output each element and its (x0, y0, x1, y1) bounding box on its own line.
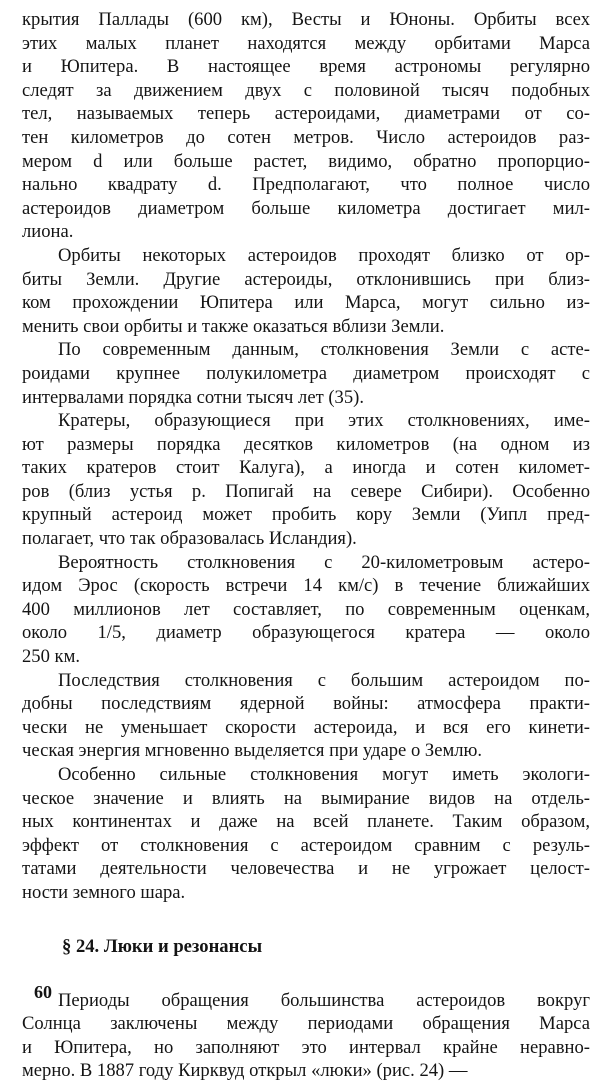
spacer (22, 959, 590, 989)
text-line: Орбиты некоторых астероидов проходят близко от ор- (58, 244, 590, 266)
paragraph-p7 (22, 763, 590, 905)
paragraph-p3 (22, 338, 590, 409)
text-line: около 1/5, диаметр образующегося кратера — около (22, 622, 590, 644)
section-text-block (22, 989, 590, 1083)
text-line: полагает, что так образовалась Исландия). (22, 528, 357, 550)
section-heading: § 24. Люки и резонансы (62, 935, 263, 957)
text-line: Кратеры, образующиеся при этих столкновениях, име- (58, 410, 590, 432)
paragraph-p1 (22, 8, 590, 244)
text-line: роидами крупнее полукилометра диаметром происходят с (22, 362, 590, 384)
text-line: ров (близ устья р. Попигай на севере Сибири). Особенно (22, 480, 590, 502)
text-line: По современным данным, столкновения Земли с асте- (58, 339, 590, 361)
text-line: 250 км. (22, 646, 80, 668)
text-line: следят за движением двух с половиной тысяч подобных (22, 79, 590, 101)
paragraph-p2 (22, 244, 590, 338)
text-line: астероидов диаметром больше километра достигает мил- (22, 197, 590, 219)
text-line: 400 миллионов лет составляет, по современным оценкам, (22, 598, 590, 620)
paragraph-p6 (22, 669, 590, 763)
text-line: идом Эрос (скорость встречи 14 км/с) в течение ближайших (22, 575, 590, 597)
text-line: мером d или больше растет, видимо, обратно пропорцио- (22, 150, 590, 172)
text-line: Солнца заключены между периодами обращения Марса (22, 1013, 590, 1035)
text-line: добны последствиям ядерной войны: атмосфера практи- (22, 693, 590, 715)
text-line: чески не уменьшает скорости астероида, и вся его кинети- (22, 716, 590, 738)
text-line: татами деятельности человечества и не угрожает целост- (22, 858, 590, 880)
text-line: крытия Паллады (600 км), Весты и Юноны. Орбиты всех (22, 9, 590, 30)
text-line: и Юпитера. В настоящее время астрономы регулярно (22, 56, 590, 78)
text-line: менить свои орбиты и также оказаться вблизи Земли. (22, 315, 445, 337)
paragraph-p4 (22, 409, 590, 551)
paragraph-p8 (22, 989, 590, 1083)
text-line: Особенно сильные столкновения могут иметь экологи- (58, 764, 590, 785)
text-line: Вероятность столкновения с 20-километровым астеро- (58, 551, 590, 573)
text-line: крупный астероид может пробить кору Земли (Уипл пред- (22, 504, 590, 526)
text-line: Периоды обращения большинства астероидов вокруг (58, 989, 590, 1011)
text-line: нально квадрату d. Предполагают, что полное число (22, 174, 590, 196)
text-line: тел, называемых теперь астероидами, диаметрами от со- (22, 103, 590, 125)
text-line: и Юпитера, но заполняют это интервал крайне неравно- (22, 1036, 590, 1058)
page-body (22, 8, 590, 1083)
text-line: ют размеры порядка десятков километров (на одном из (22, 433, 590, 455)
text-line: таких кратеров стоит Калуга), а иногда и сотен километ- (22, 457, 590, 479)
page-number: 60 (34, 982, 52, 1002)
text-line: эффект от столкновения с астероидом сравним с резуль- (22, 834, 590, 856)
text-line: этих малых планет находятся между орбитами Марса (22, 32, 590, 54)
text-line: тен километров до сотен метров. Число астероидов раз- (22, 126, 590, 148)
text-line: лиона. (22, 221, 74, 243)
text-line: Последствия столкновения с большим астероидом по- (58, 669, 590, 691)
text-line: ческое значение и влиять на вымирание видов на отдель- (22, 787, 590, 809)
text-line: ческая энергия мгновенно выделяется при ударе о Землю. (22, 740, 483, 762)
text-line: ком прохождении Юпитера или Марса, могут сильно из- (22, 292, 590, 314)
text-block (22, 8, 590, 905)
text-line: ных континентах и даже на всей планете. Таким образом, (22, 811, 590, 833)
text-line: мерно. В 1887 году Кирквуд открыл «люки» (рис. 24) — (22, 1060, 468, 1082)
text-line: интервалами порядка сотни тысяч лет (35). (22, 386, 364, 408)
paragraph-p5 (22, 551, 590, 669)
text-line: ности земного шара. (22, 881, 186, 903)
text-line: биты Земли. Другие астероиды, отклонившись при близ- (22, 268, 590, 290)
spacer (22, 905, 590, 935)
